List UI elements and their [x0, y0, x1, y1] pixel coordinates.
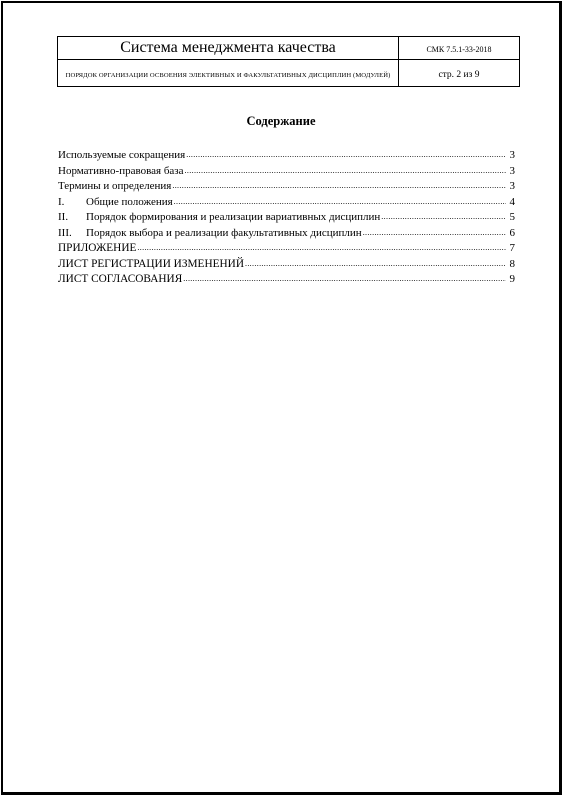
toc-entry-section-1[interactable] — [58, 195, 515, 211]
toc-entry-page: 5 — [509, 211, 515, 223]
toc-entry-label: Нормативно-правовая база — [58, 164, 184, 177]
toc-entry-terms[interactable] — [58, 179, 515, 195]
toc-entry-appendix[interactable] — [58, 241, 515, 257]
toc-entry-page: 7 — [509, 242, 515, 254]
toc-entry-label: ПРИЛОЖЕНИЕ — [58, 242, 137, 254]
toc-entry-abbreviations[interactable] — [58, 148, 515, 164]
toc-heading: Содержание — [246, 114, 316, 128]
toc-leader-dots — [137, 240, 506, 256]
toc-entry-label: Используемые сокращения — [58, 149, 186, 161]
toc-entry-approval-sheet[interactable] — [58, 272, 515, 288]
toc-entry-number: III. — [58, 226, 72, 239]
document-code: СМК 7.5.1-33-2018 — [399, 37, 520, 60]
toc-entry-label: Порядок выбора и реализации факультативных дисциплин — [86, 226, 362, 239]
document-page — [1, 1, 562, 795]
toc-leader-dots — [183, 271, 506, 287]
toc-entry-section-3[interactable] — [58, 226, 515, 242]
toc-entry-label: Общие положения — [86, 195, 173, 208]
toc-entry-page: 6 — [509, 226, 515, 239]
toc-leader-dots — [172, 178, 506, 194]
toc-entry-number: I. — [58, 195, 65, 208]
page-indicator: стр. 2 из 9 — [399, 60, 520, 87]
toc-entry-label: ЛИСТ СОГЛАСОВАНИЯ — [58, 273, 183, 285]
toc-entry-page: 9 — [509, 273, 515, 285]
toc-entry-number: II. — [58, 211, 69, 223]
toc-entry-page: 3 — [509, 149, 515, 161]
toc-entry-page: 3 — [509, 164, 515, 177]
toc-leader-dots — [381, 209, 506, 225]
toc-entry-page: 4 — [509, 195, 515, 208]
table-of-contents — [58, 148, 515, 288]
toc-entry-change-log[interactable] — [58, 257, 515, 273]
document-header-table — [57, 36, 520, 87]
toc-leader-dots — [245, 256, 506, 272]
toc-entry-label: Порядок формирования и реализации вариативных дисциплин — [86, 211, 381, 223]
document-title: ПОРЯДОК ОРГАНИЗАЦИИ ОСВОЕНИЯ ЭЛЕКТИВНЫХ И ФАКУЛЬТАТИВНЫХ ДИСЦИПЛИН (МОДУЛЕЙ) — [58, 60, 399, 87]
toc-entry-legal-basis[interactable] — [58, 164, 515, 180]
toc-entry-page: 3 — [509, 180, 515, 192]
system-title: Система менеджмента качества — [58, 37, 399, 60]
toc-leader-dots — [186, 147, 506, 163]
toc-leader-dots — [185, 163, 506, 179]
toc-leader-dots — [174, 194, 506, 210]
toc-entry-label: ЛИСТ РЕГИСТРАЦИИ ИЗМЕНЕНИЙ — [58, 257, 244, 270]
toc-entry-section-2[interactable] — [58, 210, 515, 226]
toc-leader-dots — [363, 225, 506, 241]
toc-entry-label: Термины и определения — [58, 180, 172, 192]
toc-entry-page: 8 — [509, 257, 515, 270]
